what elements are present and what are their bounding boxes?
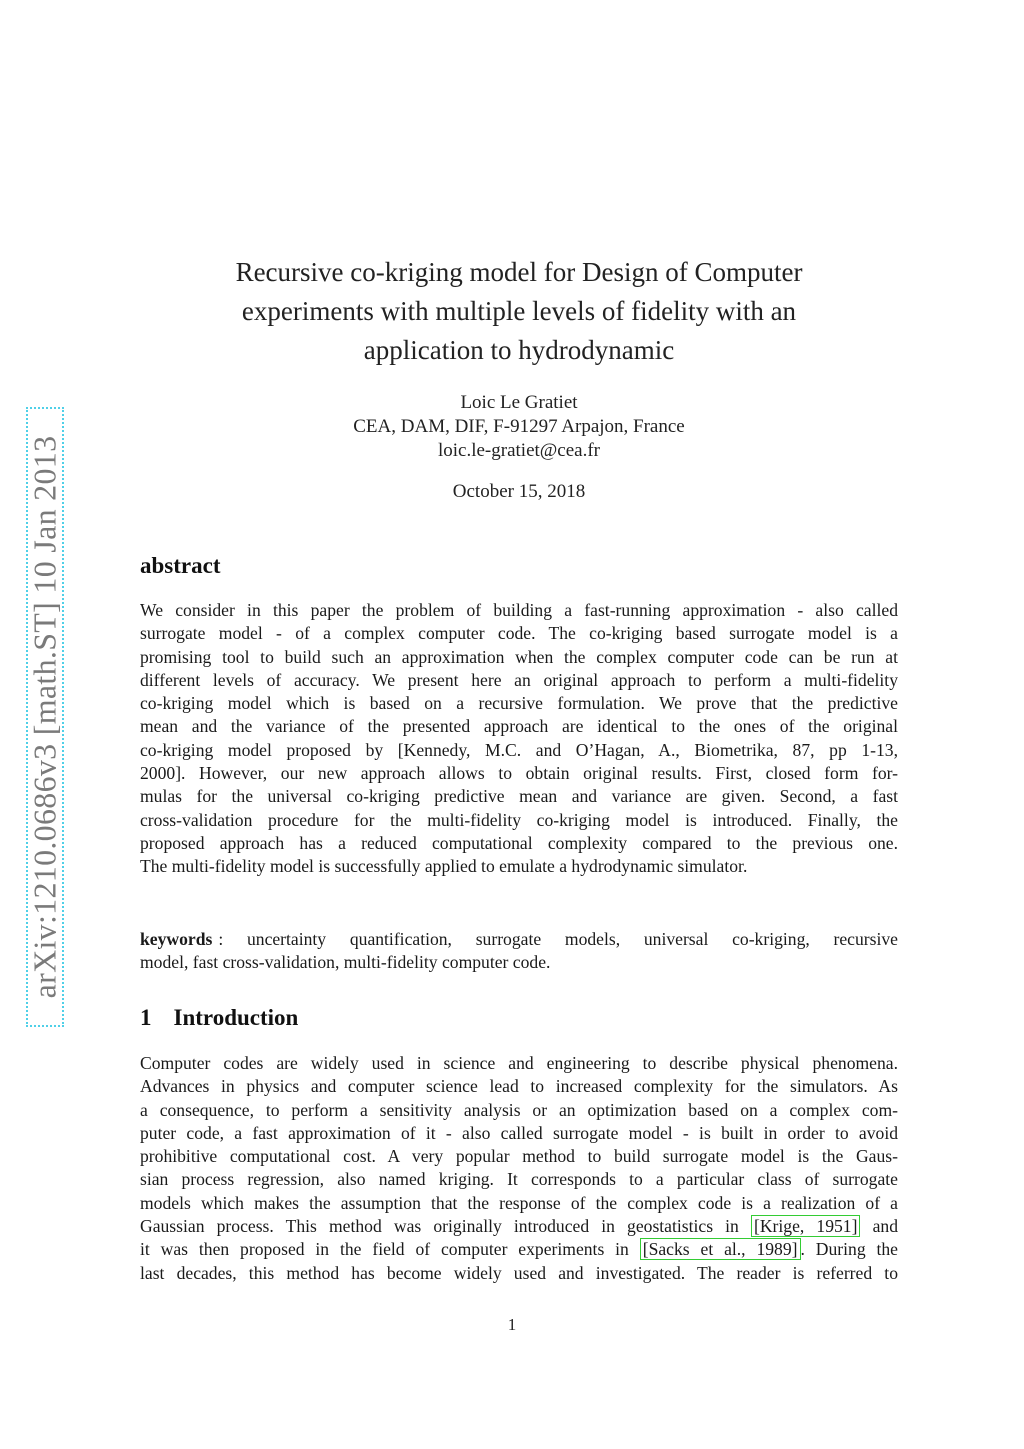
keywords-line: model, fast cross-validation, multi-fidelity computer code.	[140, 952, 551, 973]
intro-text: it was then proposed in the field of computer experiments in	[140, 1239, 640, 1260]
abstract-line: surrogate model - of a complex computer code. The co-kriging based surrogate model is a	[140, 623, 898, 644]
abstract-heading: abstract	[140, 553, 221, 578]
abstract-line: proposed approach has a reduced computational complexity compared to the previous one.	[140, 832, 898, 853]
abstract-line: co-kriging model proposed by [Kennedy, M.C. and O’Hagan, A., Biometrika, 87, pp 1-13,	[140, 739, 898, 760]
paper-date: October 15, 2018	[452, 481, 586, 502]
keywords-text: : uncertainty quantification, surrogate models, universal co-kriging, recursive	[218, 929, 898, 949]
arxiv-stamp[interactable]	[26, 407, 64, 1027]
author-affiliation: CEA, DAM, DIF, F-91297 Arpajon, France	[353, 416, 685, 437]
abstract-line: The multi-fidelity model is successfully applied to emulate a hydrodynamic simulator.	[140, 856, 748, 877]
abstract-body	[140, 599, 898, 879]
abstract-line: mulas for the universal co-kriging predictive mean and variance are given. Second, a fast	[140, 786, 898, 807]
intro-line: Advances in physics and computer science lead to increased complexity for the simulators. As	[140, 1076, 898, 1097]
keywords-block	[140, 928, 898, 975]
introduction-body	[140, 1052, 898, 1285]
author-email: loic.le-gratiet@cea.fr	[437, 440, 600, 461]
intro-line: Computer codes are widely used in science and engineering to describe physical phenomena.	[140, 1053, 898, 1073]
intro-line: a consequence, to perform a sensitivity analysis or an optimization based on a complex com-	[140, 1099, 898, 1120]
intro-line: prohibitive computational cost. A very popular method to build surrogate model is the Gaus-	[140, 1146, 898, 1167]
intro-line: puter code, a fast approximation of it - also called surrogate model - is built in order to avoid	[140, 1122, 898, 1143]
intro-line: models which makes the assumption that the response of the complex code is a realization of a	[140, 1192, 898, 1213]
intro-line	[140, 1215, 898, 1238]
abstract-line: co-kriging model which is based on a recursive formulation. We prove that the predictive	[140, 693, 898, 714]
abstract-line: different levels of accuracy. We present here an original approach to perform a multi-fidelity	[140, 669, 898, 690]
paper-title	[140, 253, 898, 370]
citation-link-krige[interactable]: [Krige, 1951]	[751, 1215, 860, 1237]
keywords-label: keywords	[140, 929, 213, 949]
abstract-line: mean and the variance of the presented approach are identical to the ones of the original	[140, 716, 898, 737]
citation-link-sacks[interactable]: [Sacks et al., 1989]	[640, 1238, 801, 1260]
title-line: Recursive co-kriging model for Design of Computer	[235, 257, 803, 287]
section-number: 1	[140, 1005, 152, 1030]
keywords-line	[140, 928, 898, 951]
section-heading	[140, 1005, 298, 1031]
intro-line: sian process regression, also named kriging. It corresponds to a particular class of surrogate	[140, 1169, 898, 1190]
abstract-line: 2000]. However, our new approach allows to obtain original results. First, closed form for-	[140, 763, 898, 784]
author-block	[140, 391, 898, 463]
arxiv-id: arXiv:1210.0686v3 [math.ST] 10 Jan 2013	[26, 435, 63, 999]
abstract-line: We consider in this paper the problem of building a fast-running approximation - also called	[140, 600, 898, 620]
abstract-line: cross-validation procedure for the multi-fidelity co-kriging model is introduced. Finally, the	[140, 809, 898, 830]
intro-text: Gaussian process. This method was originally introduced in geostatistics in	[140, 1216, 751, 1237]
intro-line: last decades, this method has become widely used and investigated. The reader is referred to	[140, 1262, 898, 1283]
title-line: application to hydrodynamic	[363, 335, 675, 365]
section-title: Introduction	[173, 1005, 299, 1030]
intro-line	[140, 1238, 898, 1261]
abstract-line: promising tool to build such an approximation when the complex computer code can be run at	[140, 646, 898, 667]
title-line: experiments with multiple levels of fidelity with an	[241, 296, 797, 326]
page-number: 1	[507, 1315, 517, 1334]
author-name: Loic Le Gratiet	[460, 392, 578, 413]
intro-text: and	[860, 1216, 898, 1237]
intro-text: . During the	[800, 1239, 898, 1260]
